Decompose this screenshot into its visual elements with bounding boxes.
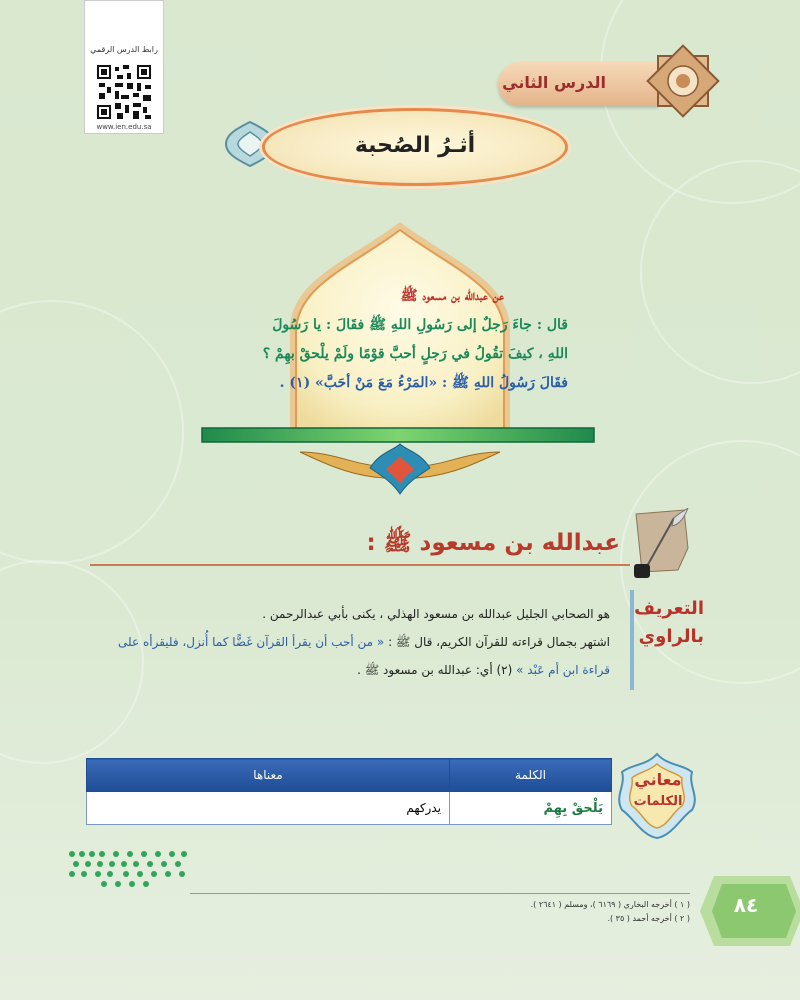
word-meanings-badge-label-2: الكلمات	[633, 794, 683, 809]
digital-lesson-qr[interactable]	[84, 0, 164, 134]
bg-pattern-circle	[0, 300, 184, 564]
footnote-divider	[190, 893, 690, 894]
narrator-heading: عبدالله بن مسعود ﷺ :	[366, 530, 620, 556]
hadith-line: عن عبدالله بن مسعود ﷺ	[400, 288, 504, 304]
word-meanings-badge-label-1: معاني	[634, 770, 682, 789]
word-cell: يَلْحقْ بِهِمْ	[450, 792, 612, 825]
bio-text: (٢) أي: عبدالله بن مسعود ﷺ .	[357, 663, 517, 677]
table-header-row	[87, 759, 612, 792]
bio-text: اشتهر بجمال قراءته للقرآن الكريم، قال ﷺ :	[384, 635, 610, 649]
lesson-number-label: الدرس الثاني	[502, 73, 606, 92]
hadith-line: اللهِ ، كيفَ تقُولُ في رَجلٍ أحبَّ قوْمًا ولَمْ يلْحقْ بهِمْ ؟	[262, 346, 568, 362]
ministry-logo-icon	[64, 846, 192, 892]
footnotes	[290, 898, 690, 926]
narrator-sidebar-label-1: التعريف	[634, 598, 704, 619]
footnote: ( ٢ ) أخرجه أحمد ( ٣٥ ).	[607, 914, 690, 923]
lesson-number-tag	[498, 62, 658, 106]
word-meanings-table	[86, 758, 612, 825]
lesson-title: أثـرُ الصُحبة	[354, 133, 476, 158]
narrator-bio	[90, 600, 610, 684]
footnote: ( ١ ) أخرجه البخاري ( ٦١٦٩ )، ومسلم ( ٢٦٤١ ).	[530, 900, 690, 909]
bio-quote: « من أحب أن يقرأ القرآن غَضًّا كما أُنزل، فليقرأه على	[118, 635, 385, 649]
bio-line	[90, 628, 610, 656]
quill-ink-icon	[628, 508, 690, 580]
qr-url[interactable]: www.ien.edu.sa	[96, 123, 152, 131]
section-divider	[90, 564, 630, 566]
bio-line: هو الصحابي الجليل عبدالله بن مسعود الهذلي ، يكنى بأبي عبدالرحمن .	[262, 607, 610, 621]
bg-pattern-circle	[640, 160, 800, 384]
word-column-header: الكلمة	[450, 759, 612, 792]
meaning-cell: يدركهم	[87, 792, 450, 825]
bio-quote: قراءة ابن أم عَبْد »	[516, 663, 610, 677]
lesson-title-banner	[262, 108, 568, 186]
islamic-star-ornament-icon	[646, 44, 720, 118]
bio-line	[90, 656, 610, 684]
hadith-text	[242, 282, 568, 398]
page-number: ٨٤	[733, 893, 759, 917]
meaning-column-header: معناها	[87, 759, 450, 792]
narrator-sidebar-label-2: بالراوي	[638, 626, 704, 647]
qr-title: رابط الدرس الرقمي	[90, 45, 158, 54]
table-row	[87, 792, 612, 825]
qr-code-icon	[95, 63, 153, 121]
hadith-line: فقَالَ رَسُولُ اللهِ ﷺ : «المَرْءُ مَعَ مَنْ أحَبَّ» (١) .	[279, 375, 568, 391]
hadith-line: قال : جاءَ رَجلٌ إلى رَسُولِ اللهِ ﷺ فقَالَ : يا رَسُولَ	[272, 317, 568, 333]
